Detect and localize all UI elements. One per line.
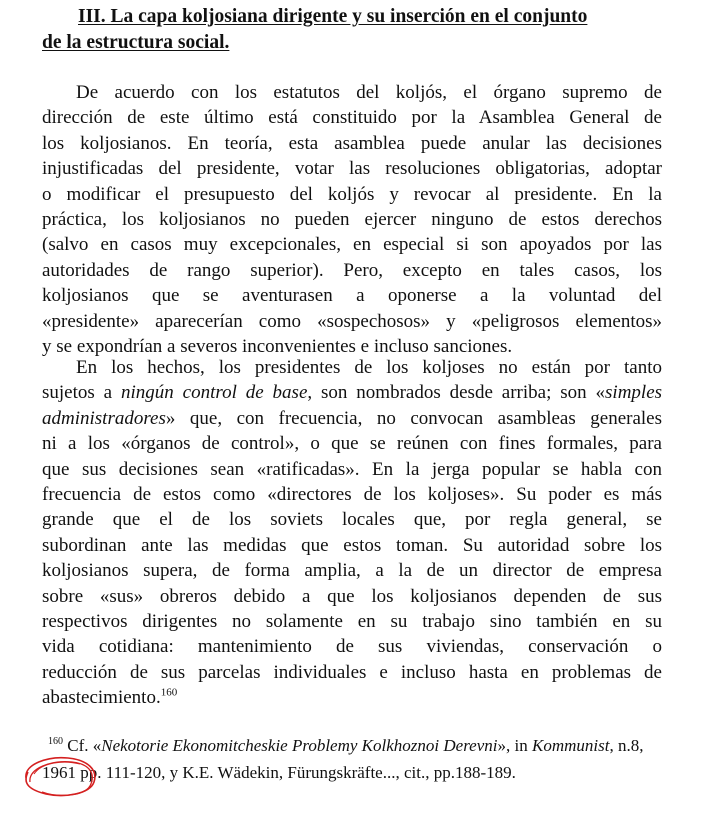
text-run: , son nombrados desde arriba; son « bbox=[307, 382, 606, 404]
red-circle-annotation bbox=[18, 752, 102, 800]
text-line: que sus decisiones sean «ratificadas». En la jerga popular se habla con bbox=[42, 458, 662, 480]
text-run: » que, con frecuencia, no convocan asambleas generales bbox=[165, 407, 662, 429]
italic-emphasis: ningún control de base bbox=[121, 382, 308, 404]
footnote-mark: 160 bbox=[48, 736, 63, 748]
text-line: práctica, los koljosianos no pueden ejercer ninguno de estos derechos bbox=[42, 209, 662, 231]
text-line: koljosianos que se aventurasen a oponerse a la voluntad del bbox=[42, 285, 662, 307]
text-line: injustificadas del presidente, votar las resoluciones obligatorias, adoptar bbox=[42, 158, 662, 180]
text-line: vida cotidiana: mantenimiento de sus viviendas, conservación o bbox=[42, 636, 662, 658]
text-line bbox=[42, 380, 662, 405]
text-run: », in bbox=[497, 736, 532, 755]
red-circle-stroke-2 bbox=[30, 762, 92, 796]
text-line bbox=[42, 685, 662, 710]
text-line: dirección de este último está constituido por la Asamblea General de bbox=[42, 107, 662, 129]
text-line: subordinan ante las medidas que estos toman. Su autoridad sobre los bbox=[42, 534, 662, 556]
italic-emphasis: simples bbox=[605, 382, 663, 404]
text-run: Cf. « bbox=[63, 736, 102, 755]
text-line: grande que el de los soviets locales que, por regla general, se bbox=[42, 509, 662, 531]
italic-emphasis: administradores bbox=[42, 407, 166, 429]
text-line: frecuencia de estos como «directores de los koljoses». Su poder es más bbox=[42, 484, 662, 506]
heading-line-1: III. La capa koljosiana dirigente y su inserción en el conjunto bbox=[78, 6, 588, 27]
footnote bbox=[42, 732, 662, 786]
text-line: De acuerdo con los estatutos del koljós, el órgano supremo de bbox=[76, 82, 662, 103]
text-line: koljosianos supera, de forma amplia, a la de un director de empresa bbox=[42, 560, 662, 582]
text-line: o modificar el presupuesto del koljós y revocar al presidente. En la bbox=[42, 183, 662, 205]
red-circle-stroke-1 bbox=[26, 758, 95, 796]
text-line: reducción de sus parcelas individuales e incluso hasta en problemas de bbox=[42, 661, 662, 683]
text-run: abastecimiento. bbox=[42, 687, 161, 709]
text-run: , n.8, bbox=[609, 736, 644, 755]
text-line: los koljosianos. En teoría, esta asamblea puede anular las decisiones bbox=[42, 132, 662, 154]
footnote-reference[interactable]: 160 bbox=[160, 686, 178, 699]
text-run: pp. 111-120, y K.E. Wädekin, Fürungskräfte..., cit., pp.188-189. bbox=[76, 763, 516, 782]
text-line: sobre «sus» obreros debido a que los koljosianos dependen de sus bbox=[42, 585, 662, 607]
heading-line-2: de la estructura social. bbox=[42, 32, 230, 53]
footnote-line bbox=[42, 759, 662, 786]
text-line: ni a los «órganos de control», o que se reúnen con fines formales, para bbox=[42, 433, 662, 455]
paragraph-2 bbox=[42, 355, 662, 711]
text-line: respectivos dirigentes no solamente en su trabajo sino también en su bbox=[42, 611, 662, 633]
text-line: autoridades de rango superior). Pero, excepto en tales casos, los bbox=[42, 259, 662, 281]
text-line: En los hechos, los presidentes de los koljoses no están por tanto bbox=[76, 357, 662, 378]
text-line: y se expondrían a severos inconvenientes e incluso sanciones. bbox=[42, 336, 513, 358]
section-heading bbox=[42, 4, 662, 56]
text-run: sujetos a bbox=[42, 382, 121, 404]
text-line bbox=[42, 406, 662, 431]
red-circle-stroke-3 bbox=[34, 762, 80, 774]
footnote-year: 1961 bbox=[42, 763, 76, 782]
text-line: (salvo en casos muy excepcionales, en especial si son apoyados por las bbox=[42, 234, 662, 256]
footnote-line bbox=[42, 732, 662, 759]
footnote-title: Nekotorie Ekonomitcheskie Problemy Kolkhoznoi Derevni bbox=[101, 736, 498, 755]
footnote-journal: Kommunist bbox=[531, 736, 610, 755]
paragraph-1 bbox=[42, 80, 662, 359]
text-line: «presidente» aparecerían como «sospechosos» y «peligrosos elementos» bbox=[42, 310, 662, 332]
